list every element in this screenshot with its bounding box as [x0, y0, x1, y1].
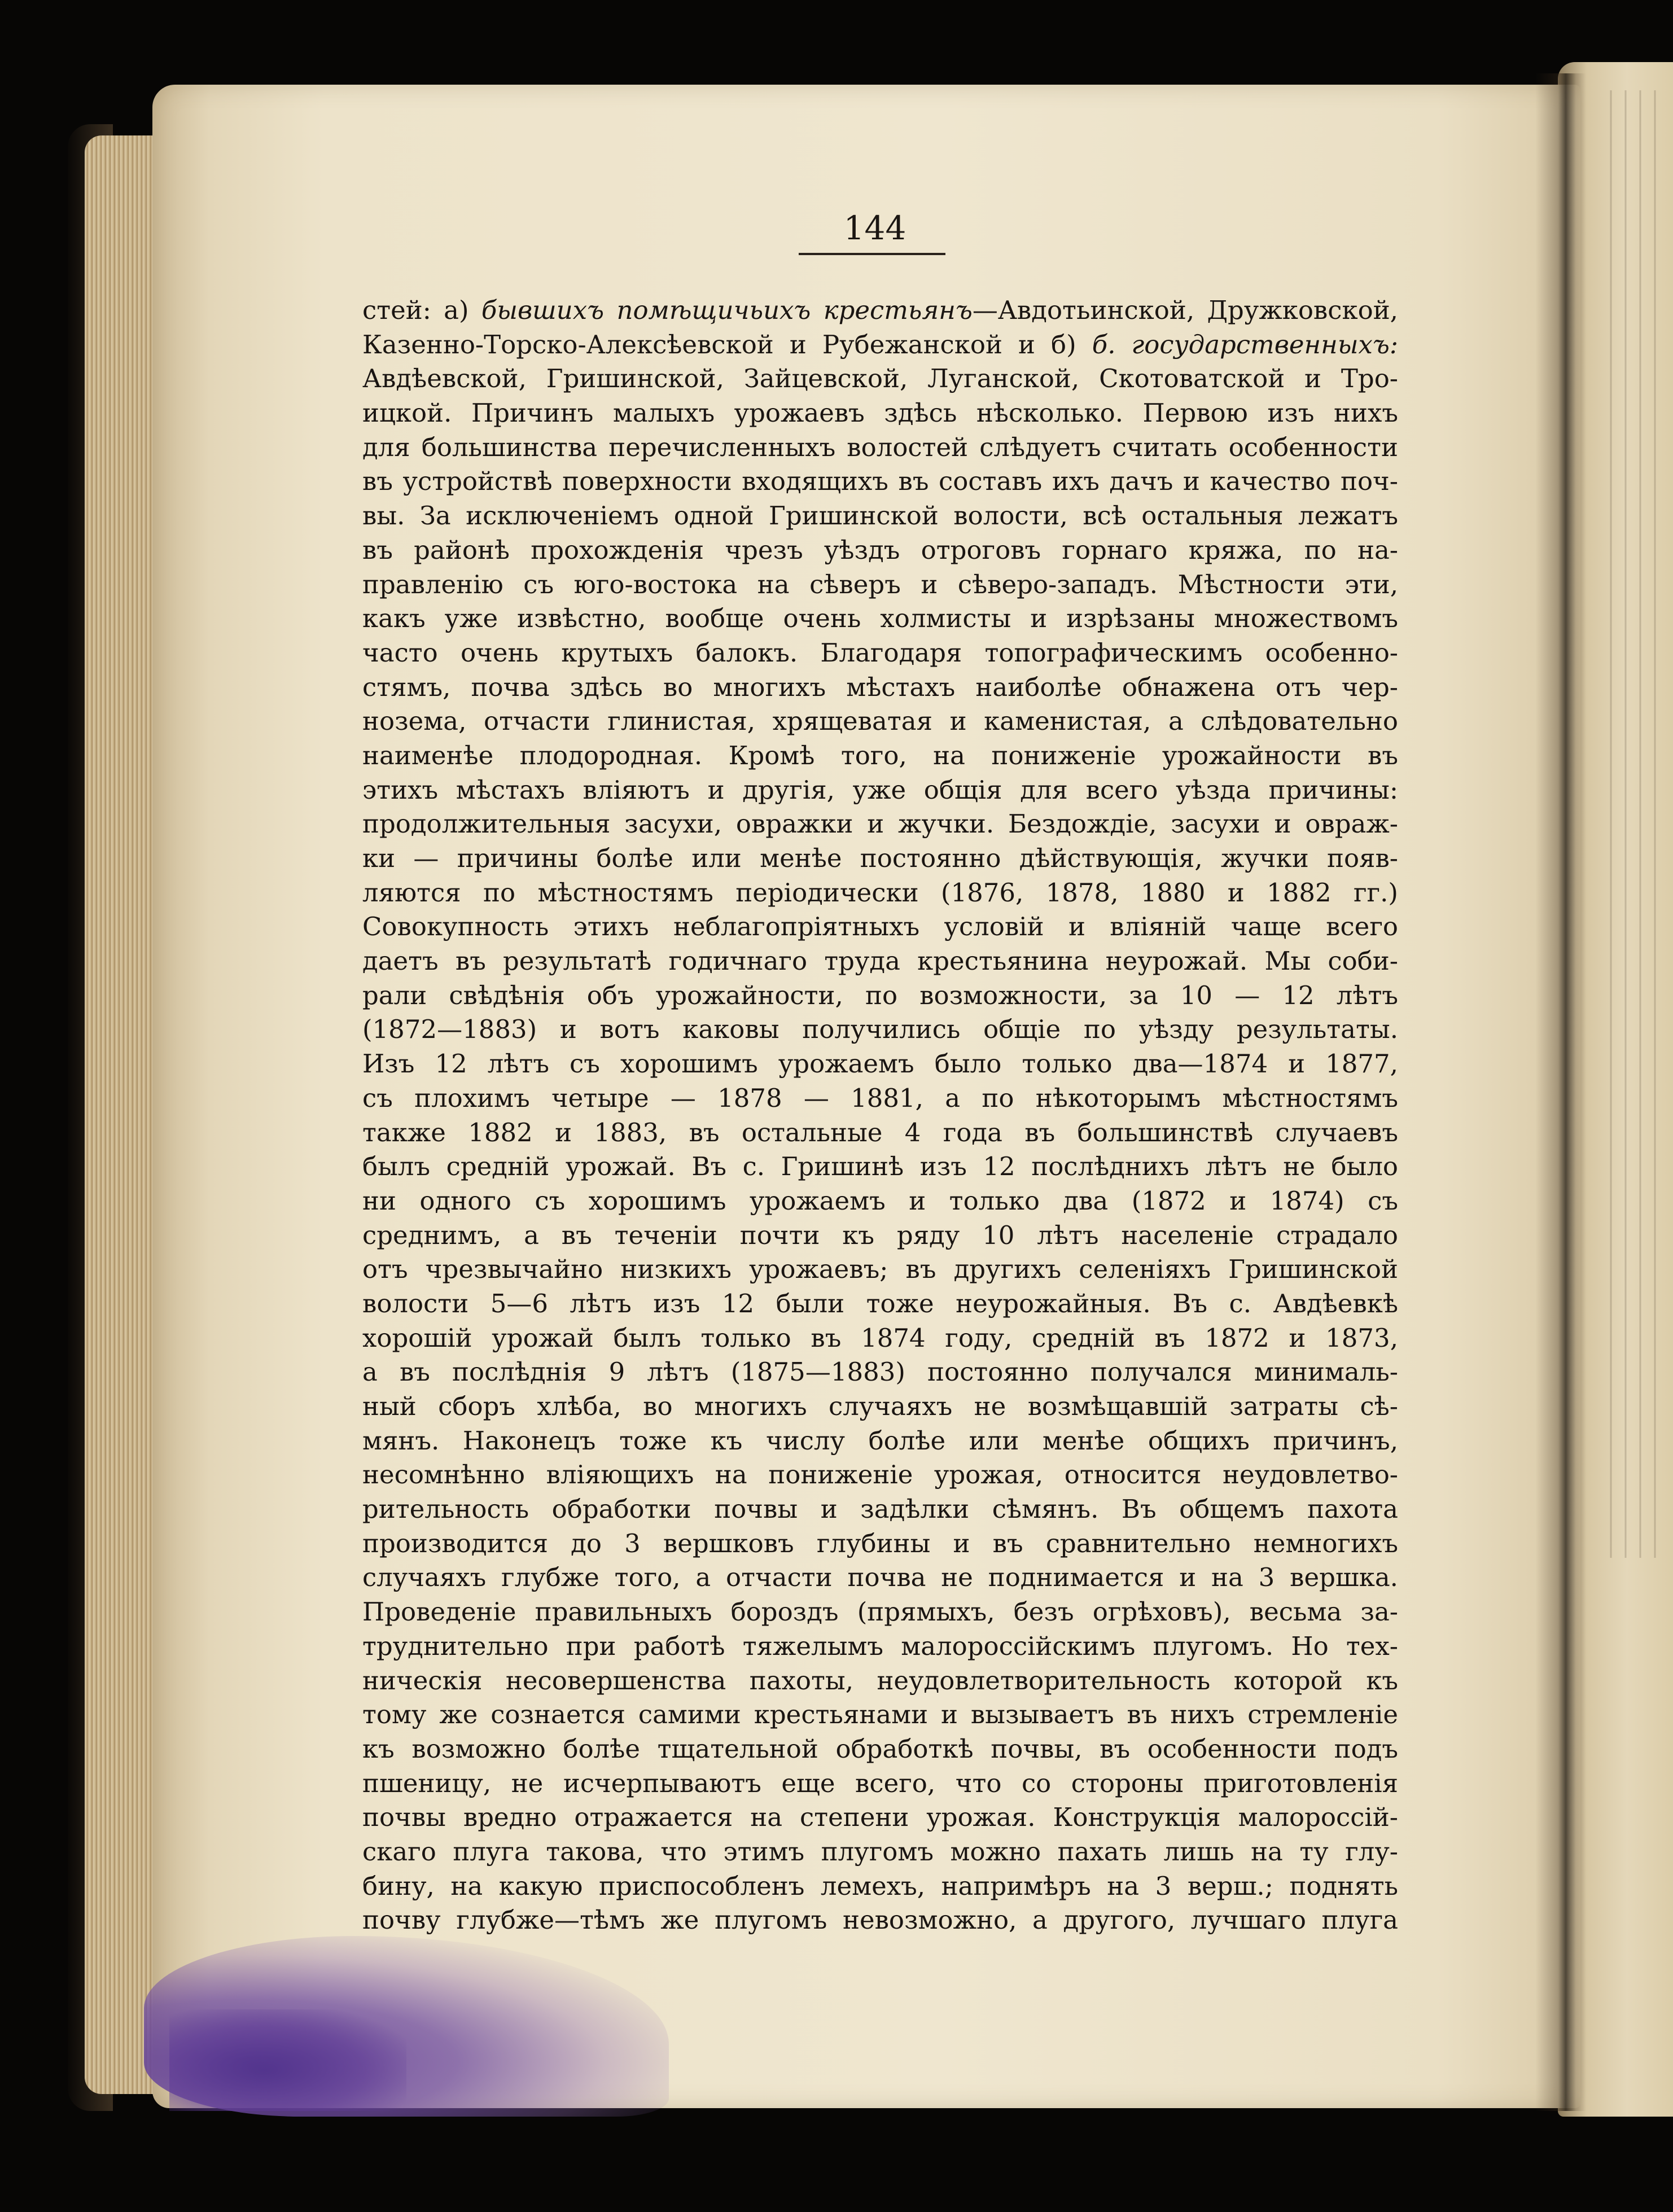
text-line	[362, 533, 1398, 568]
text-line	[362, 910, 1398, 944]
text-line-roman: Проведеніе правильныхъ бороздъ (прямыхъ, безъ огрѣховъ), весьма за-	[362, 1597, 1398, 1627]
text-line-roman: случаяхъ глубже того, а отчасти почва не поднимается и на 3 вершка.	[362, 1562, 1398, 1593]
text-line-roman: хорошій урожай былъ только въ 1874 году, средній въ 1872 и 1873,	[362, 1322, 1398, 1353]
text-line	[362, 499, 1398, 533]
text-line-roman: въ устройствѣ поверхности входящихъ въ составъ ихъ дачъ и качество поч-	[362, 466, 1398, 497]
page-number-rule	[799, 253, 945, 255]
text-line	[362, 1287, 1398, 1321]
text-line	[362, 842, 1398, 876]
text-line-roman: этихъ мѣстахъ вліяютъ и другія, уже общія для всего уѣзда причины:	[362, 774, 1398, 805]
text-line	[362, 1561, 1398, 1595]
text-line-roman: мянъ. Наконецъ тоже къ числу болѣе или менѣе общихъ причинъ,	[362, 1425, 1398, 1456]
text-line	[362, 1424, 1398, 1458]
text-line-italic: б. государственныхъ:	[1092, 329, 1398, 360]
text-line	[362, 1801, 1398, 1835]
text-line-roman: отъ чрезвычайно низкихъ урожаевъ; въ другихъ селеніяхъ Гришинской	[362, 1254, 1398, 1285]
text-line	[362, 1013, 1398, 1047]
text-line-italic: бывшихъ помѣщичьихъ крестьянъ	[481, 295, 973, 325]
text-line-roman: рительность обработки почвы и задѣлки сѣмянъ. Въ общемъ пахота	[362, 1494, 1398, 1525]
text-line-roman: ляются по мѣстностямъ періодически (1876, 1878, 1880 и 1882 гг.)	[362, 877, 1398, 908]
text-line-roman: скаго плуга такова, что этимъ плугомъ можно пахать лишь на ту глу-	[362, 1836, 1398, 1867]
text-line-roman: стей: а)	[362, 295, 481, 325]
text-line-roman: правленію съ юго-востока на сѣверъ и сѣверо-западъ. Мѣстности эти,	[362, 569, 1398, 599]
text-line-roman: тому же сознается самими крестьянами и вызываетъ въ нихъ стремленіе	[362, 1699, 1398, 1730]
text-line	[362, 1903, 1398, 1938]
text-line-roman: съ плохимъ четыре — 1878 — 1881, а по нѣкоторымъ мѣстностямъ	[362, 1083, 1398, 1113]
text-line	[362, 1869, 1398, 1904]
ink-stain-core	[169, 2009, 406, 2111]
text-line	[362, 1835, 1398, 1869]
text-line-roman: ни одного съ хорошимъ урожаемъ и только два (1872 и 1874) съ	[362, 1185, 1398, 1216]
text-line-roman: наименѣе плодородная. Кромѣ того, на пониженіе урожайности въ	[362, 740, 1398, 770]
text-line	[362, 671, 1398, 705]
text-line-roman: несомнѣнно вліяющихъ на пониженіе урожая, относится неудовлетво-	[362, 1460, 1398, 1490]
text-line-roman: стямъ, почва здѣсь во многихъ мѣстахъ наиболѣе обнажена отъ чер-	[362, 672, 1398, 702]
text-line	[362, 773, 1398, 808]
text-line-roman: для большинства перечисленныхъ волостей слѣдуетъ считать особенности	[362, 432, 1398, 462]
text-line	[362, 1081, 1398, 1116]
text-line	[362, 739, 1398, 773]
text-line-roman: ки — причины болѣе или менѣе постоянно дѣйствующія, жучки появ-	[362, 843, 1398, 873]
text-line	[362, 362, 1398, 396]
text-line-roman: почвы вредно отражается на степени урожая. Конструкція малороссій-	[362, 1802, 1398, 1833]
text-line-roman: нозема, отчасти глинистая, хрящеватая и каменистая, а слѣдовательно	[362, 706, 1398, 737]
text-line-roman: къ возможно болѣе тщательной обработкѣ почвы, въ особенности подъ	[362, 1733, 1398, 1764]
text-line	[362, 1219, 1398, 1253]
facing-page-text-bleed	[1603, 90, 1665, 1558]
text-line-roman: —Авдотьинской, Дружковской,	[972, 295, 1398, 325]
text-line-roman: Казенно-Торско-Алексѣевской и Рубежанской и б)	[362, 329, 1092, 360]
text-line-roman: а въ послѣднія 9 лѣтъ (1875—1883) постоянно получался минималь-	[362, 1357, 1398, 1387]
text-line	[362, 704, 1398, 739]
text-line-roman: ицкой. Причинъ малыхъ урожаевъ здѣсь нѣсколько. Первою изъ нихъ	[362, 398, 1398, 428]
text-line-roman: также 1882 и 1883, въ остальные 4 года въ большинствѣ случаевъ	[362, 1117, 1398, 1147]
text-line-roman: (1872—1883) и вотъ каковы получились общіе по уѣзду результаты.	[362, 1014, 1398, 1045]
text-line	[362, 1458, 1398, 1492]
text-line	[362, 1252, 1398, 1287]
text-line	[362, 807, 1398, 842]
body-text	[362, 294, 1398, 1938]
text-line	[362, 1527, 1398, 1561]
text-line-roman: Изъ 12 лѣтъ съ хорошимъ урожаемъ было только два—1874 и 1877,	[362, 1049, 1398, 1079]
text-line	[362, 944, 1398, 979]
text-line	[362, 1355, 1398, 1390]
book-gutter	[1535, 73, 1586, 2111]
text-line	[362, 465, 1398, 499]
text-line	[362, 568, 1398, 602]
text-line	[362, 1767, 1398, 1801]
text-line	[362, 876, 1398, 910]
text-line-roman: производится до 3 вершковъ глубины и въ сравнительно немногихъ	[362, 1528, 1398, 1558]
text-line-roman: часто очень крутыхъ балокъ. Благодаря топографическимъ особенно-	[362, 637, 1398, 668]
text-line-roman: Совокупность этихъ неблагопріятныхъ условій и вліяній чаще всего	[362, 912, 1398, 942]
text-line-roman: былъ средній урожай. Въ с. Гришинѣ изъ 12 послѣднихъ лѣтъ не было	[362, 1151, 1398, 1182]
text-line	[362, 1321, 1398, 1356]
text-line	[362, 979, 1398, 1013]
text-line-roman: даетъ въ результатѣ годичнаго труда крестьянина неурожай. Мы соби-	[362, 946, 1398, 976]
text-line-roman: бину, на какую приспособленъ лемехъ, напримѣръ на 3 верш.; поднять	[362, 1871, 1398, 1901]
text-line	[362, 294, 1398, 328]
text-line	[362, 1732, 1398, 1767]
text-line	[362, 1150, 1398, 1184]
text-line-roman: рали свѣдѣнія объ урожайности, по возможности, за 10 — 12 лѣтъ	[362, 980, 1398, 1010]
text-line	[362, 431, 1398, 465]
text-line-roman: Авдѣевской, Гришинской, Зайцевской, Луганской, Скотоватской и Тро-	[362, 363, 1398, 394]
text-line	[362, 1698, 1398, 1732]
text-line	[362, 1390, 1398, 1424]
text-line	[362, 602, 1398, 636]
text-line-roman: труднительно при работѣ тяжелымъ малороссійскимъ плугомъ. Но тех-	[362, 1631, 1398, 1661]
text-line	[362, 1630, 1398, 1664]
text-line	[362, 1116, 1398, 1150]
text-line	[362, 328, 1398, 362]
text-line	[362, 636, 1398, 671]
text-line-roman: пшеницу, не исчерпываютъ еще всего, что со стороны приготовленія	[362, 1768, 1398, 1798]
text-line	[362, 1664, 1398, 1698]
text-line	[362, 1047, 1398, 1081]
text-line	[362, 1595, 1398, 1630]
text-line-roman: среднимъ, а въ теченіи почти къ ряду 10 лѣтъ населеніе страдало	[362, 1220, 1398, 1250]
text-line	[362, 1184, 1398, 1219]
text-line-roman: ническія несовершенства пахоты, неудовлетворительность которой къ	[362, 1665, 1398, 1696]
text-line-roman: какъ уже извѣстно, вообще очень холмисты и изрѣзаны множествомъ	[362, 603, 1398, 634]
text-line-roman: почву глубже—тѣмъ же плугомъ невозможно, а другого, лучшаго плуга	[362, 1905, 1398, 1935]
text-line	[362, 396, 1398, 431]
text-line-roman: вы. За исключеніемъ одной Гришинской волости, всѣ остальныя лежатъ	[362, 501, 1398, 531]
text-line-roman: продолжительныя засухи, овражки и жучки. Бездождіе, засухи и овраж-	[362, 809, 1398, 839]
page-number: 144	[843, 209, 906, 247]
text-line	[362, 1492, 1398, 1527]
text-line-roman: въ районѣ прохожденія чрезъ уѣздъ отроговъ горнаго кряжа, по на-	[362, 535, 1398, 565]
text-line-roman: волости 5—6 лѣтъ изъ 12 были тоже неурожайныя. Въ с. Авдѣевкѣ	[362, 1288, 1398, 1319]
text-line-roman: ный сборъ хлѣба, во многихъ случаяхъ не возмѣщавшій затраты сѣ-	[362, 1391, 1398, 1421]
